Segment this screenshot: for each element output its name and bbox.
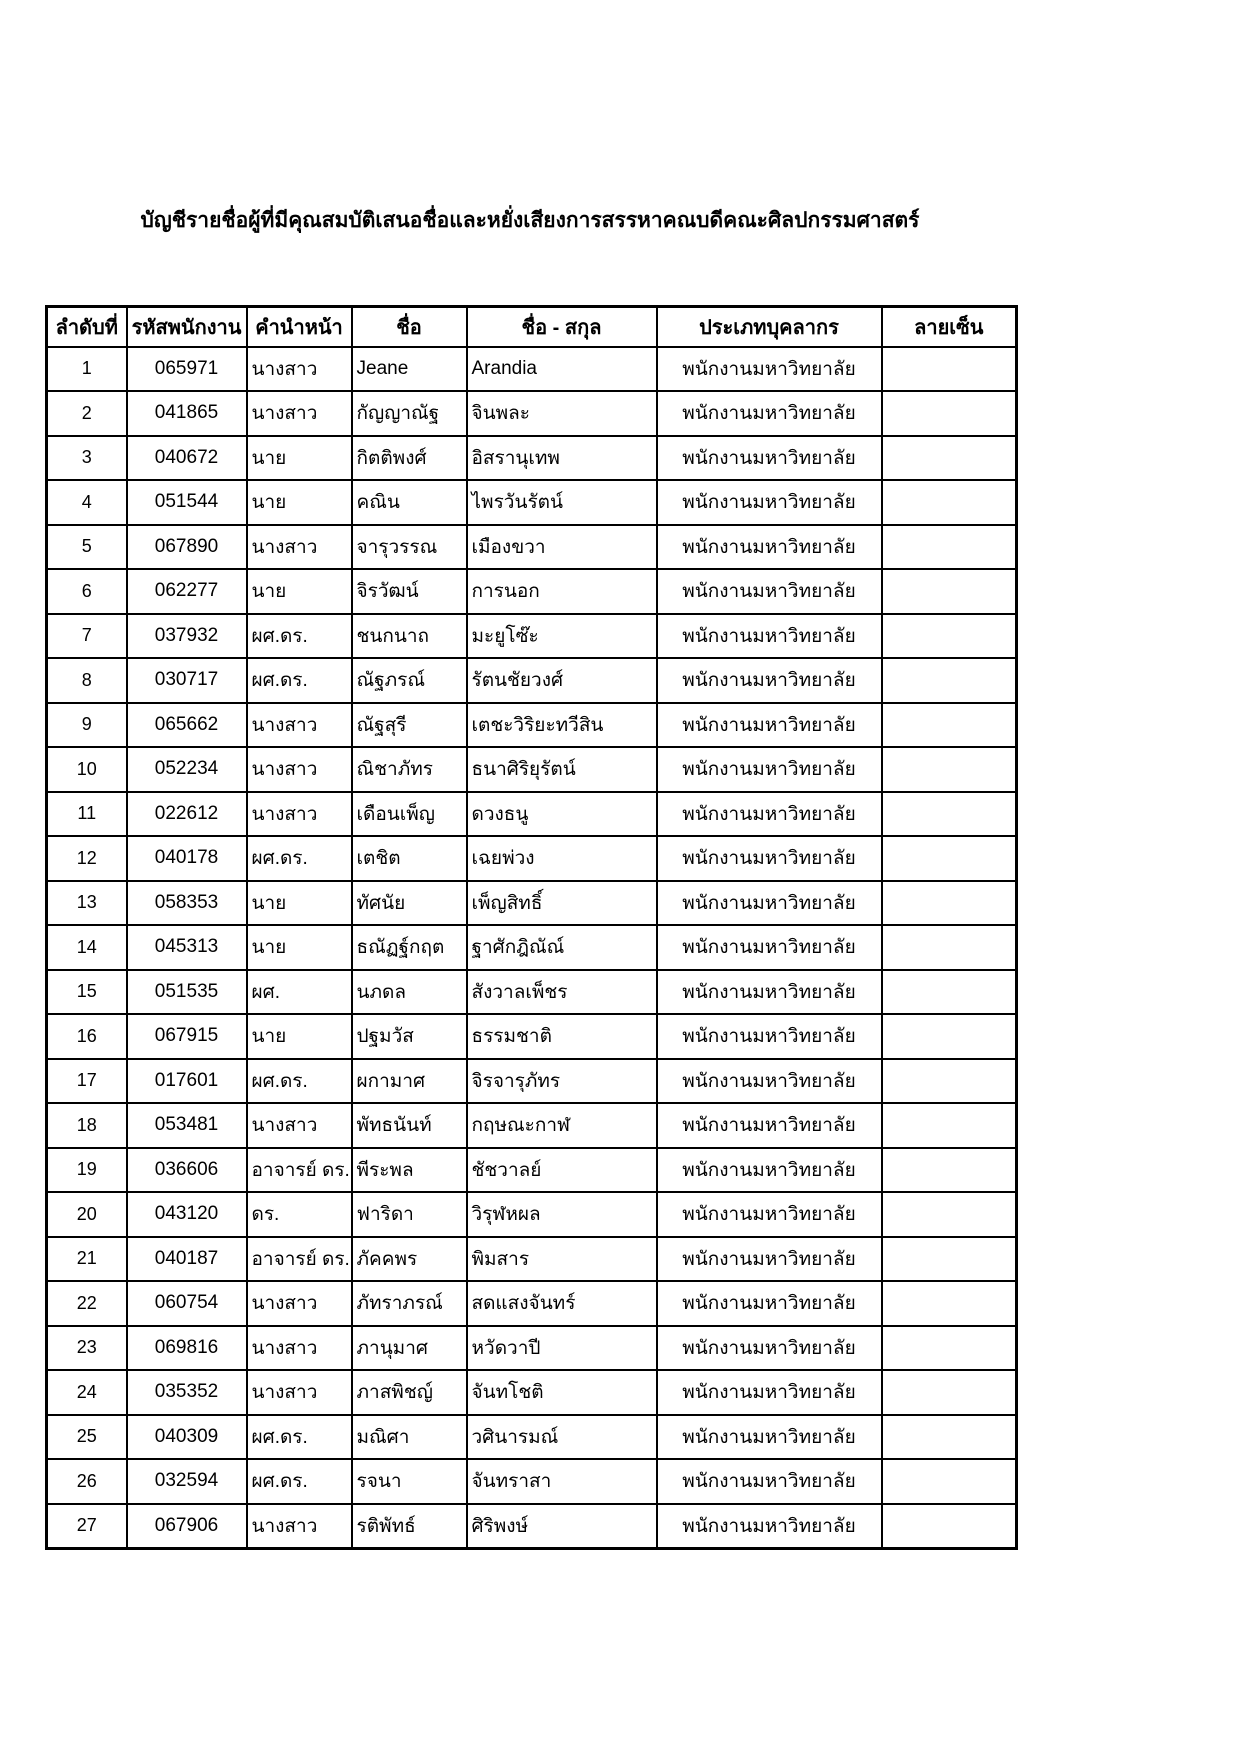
cell-personnel-type: พนักงานมหาวิทยาลัย	[657, 658, 882, 703]
cell-title-prefix: ผศ.ดร.	[247, 614, 352, 659]
cell-signature	[882, 1237, 1017, 1282]
cell-title-prefix: ผศ.ดร.	[247, 658, 352, 703]
cell-first-name: คณิน	[352, 480, 467, 525]
cell-employee-code: 022612	[127, 792, 247, 837]
cell-personnel-type: พนักงานมหาวิทยาลัย	[657, 703, 882, 748]
cell-personnel-type: พนักงานมหาวิทยาลัย	[657, 1459, 882, 1504]
table-row	[47, 1148, 1017, 1193]
cell-title-prefix: อาจารย์ ดร.	[247, 1148, 352, 1193]
cell-first-name: ณัฐภรณ์	[352, 658, 467, 703]
cell-employee-code: 065971	[127, 347, 247, 392]
table-row	[47, 658, 1017, 703]
cell-signature	[882, 614, 1017, 659]
cell-order-number: 12	[47, 836, 127, 881]
cell-order-number: 19	[47, 1148, 127, 1193]
cell-last-name: ธนาศิริยุรัตน์	[467, 747, 657, 792]
cell-employee-code: 053481	[127, 1103, 247, 1148]
cell-employee-code: 036606	[127, 1148, 247, 1193]
cell-personnel-type: พนักงานมหาวิทยาลัย	[657, 391, 882, 436]
header-employee-code: รหัสพนักงาน	[127, 307, 247, 347]
cell-employee-code: 037932	[127, 614, 247, 659]
cell-last-name: เมืองขวา	[467, 525, 657, 570]
table-row	[47, 881, 1017, 926]
cell-first-name: ภาสพิชญ์	[352, 1370, 467, 1415]
cell-first-name: ภานุมาศ	[352, 1326, 467, 1371]
table-row	[47, 569, 1017, 614]
cell-signature	[882, 747, 1017, 792]
cell-title-prefix: นาย	[247, 1014, 352, 1059]
cell-first-name: Jeane	[352, 347, 467, 392]
cell-first-name: ฟาริดา	[352, 1192, 467, 1237]
table-row	[47, 1326, 1017, 1371]
cell-personnel-type: พนักงานมหาวิทยาลัย	[657, 1504, 882, 1549]
cell-signature	[882, 792, 1017, 837]
cell-signature	[882, 436, 1017, 481]
cell-personnel-type: พนักงานมหาวิทยาลัย	[657, 1326, 882, 1371]
cell-personnel-type: พนักงานมหาวิทยาลัย	[657, 1059, 882, 1104]
cell-personnel-type: พนักงานมหาวิทยาลัย	[657, 1103, 882, 1148]
header-first-name: ชื่อ	[352, 307, 467, 347]
cell-first-name: จารุวรรณ	[352, 525, 467, 570]
cell-personnel-type: พนักงานมหาวิทยาลัย	[657, 525, 882, 570]
cell-title-prefix: นางสาว	[247, 703, 352, 748]
cell-personnel-type: พนักงานมหาวิทยาลัย	[657, 747, 882, 792]
cell-personnel-type: พนักงานมหาวิทยาลัย	[657, 1014, 882, 1059]
cell-signature	[882, 569, 1017, 614]
cell-order-number: 16	[47, 1014, 127, 1059]
cell-last-name: เฉยพ่วง	[467, 836, 657, 881]
table-row	[47, 1014, 1017, 1059]
cell-order-number: 7	[47, 614, 127, 659]
cell-first-name: เดือนเพ็ญ	[352, 792, 467, 837]
cell-order-number: 17	[47, 1059, 127, 1104]
cell-order-number: 6	[47, 569, 127, 614]
cell-employee-code: 043120	[127, 1192, 247, 1237]
table-row	[47, 1370, 1017, 1415]
header-signature: ลายเซ็น	[882, 307, 1017, 347]
cell-personnel-type: พนักงานมหาวิทยาลัย	[657, 970, 882, 1015]
table-header-row	[47, 307, 1017, 347]
cell-last-name: เตชะวิริยะทวีสิน	[467, 703, 657, 748]
cell-signature	[882, 1014, 1017, 1059]
cell-personnel-type: พนักงานมหาวิทยาลัย	[657, 1281, 882, 1326]
table-row	[47, 436, 1017, 481]
cell-first-name: รจนา	[352, 1459, 467, 1504]
cell-personnel-type: พนักงานมหาวิทยาลัย	[657, 836, 882, 881]
cell-title-prefix: นางสาว	[247, 792, 352, 837]
cell-order-number: 18	[47, 1103, 127, 1148]
cell-last-name: จันทโชติ	[467, 1370, 657, 1415]
table-row	[47, 1459, 1017, 1504]
cell-first-name: รติพัทธ์	[352, 1504, 467, 1549]
cell-order-number: 13	[47, 881, 127, 926]
cell-first-name: มณิศา	[352, 1415, 467, 1460]
table-row	[47, 703, 1017, 748]
cell-first-name: กัญญาณัฐ	[352, 391, 467, 436]
cell-signature	[882, 1103, 1017, 1148]
cell-title-prefix: นางสาว	[247, 747, 352, 792]
cell-title-prefix: ผศ.ดร.	[247, 836, 352, 881]
table-row	[47, 525, 1017, 570]
cell-personnel-type: พนักงานมหาวิทยาลัย	[657, 1370, 882, 1415]
cell-first-name: ชนกนาถ	[352, 614, 467, 659]
cell-order-number: 11	[47, 792, 127, 837]
cell-personnel-type: พนักงานมหาวิทยาลัย	[657, 1415, 882, 1460]
table-row	[47, 1192, 1017, 1237]
cell-employee-code: 040187	[127, 1237, 247, 1282]
cell-personnel-type: พนักงานมหาวิทยาลัย	[657, 1192, 882, 1237]
cell-employee-code: 067906	[127, 1504, 247, 1549]
cell-employee-code: 032594	[127, 1459, 247, 1504]
cell-title-prefix: ผศ.ดร.	[247, 1059, 352, 1104]
cell-signature	[882, 1459, 1017, 1504]
cell-signature	[882, 1192, 1017, 1237]
cell-employee-code: 051544	[127, 480, 247, 525]
cell-personnel-type: พนักงานมหาวิทยาลัย	[657, 792, 882, 837]
cell-last-name: ดวงธนู	[467, 792, 657, 837]
cell-order-number: 20	[47, 1192, 127, 1237]
header-personnel-type: ประเภทบุคลากร	[657, 307, 882, 347]
cell-title-prefix: ผศ.	[247, 970, 352, 1015]
cell-last-name: ศิริพงษ์	[467, 1504, 657, 1549]
cell-employee-code: 017601	[127, 1059, 247, 1104]
cell-employee-code: 067915	[127, 1014, 247, 1059]
cell-last-name: อิสรานุเทพ	[467, 436, 657, 481]
cell-first-name: ณัฐสุรี	[352, 703, 467, 748]
cell-first-name: ณิชาภัทร	[352, 747, 467, 792]
cell-last-name: รัตนชัยวงศ์	[467, 658, 657, 703]
cell-title-prefix: นางสาว	[247, 525, 352, 570]
table-row	[47, 391, 1017, 436]
cell-signature	[882, 925, 1017, 970]
table-row	[47, 970, 1017, 1015]
cell-employee-code: 065662	[127, 703, 247, 748]
table-body	[47, 347, 1017, 1549]
cell-signature	[882, 836, 1017, 881]
cell-last-name: สังวาลเพ็ชร	[467, 970, 657, 1015]
cell-title-prefix: ดร.	[247, 1192, 352, 1237]
cell-signature	[882, 480, 1017, 525]
cell-employee-code: 060754	[127, 1281, 247, 1326]
cell-order-number: 2	[47, 391, 127, 436]
cell-title-prefix: นาย	[247, 925, 352, 970]
cell-employee-code: 040309	[127, 1415, 247, 1460]
cell-order-number: 5	[47, 525, 127, 570]
cell-first-name: ภัคคพร	[352, 1237, 467, 1282]
cell-signature	[882, 1326, 1017, 1371]
cell-personnel-type: พนักงานมหาวิทยาลัย	[657, 881, 882, 926]
cell-personnel-type: พนักงานมหาวิทยาลัย	[657, 925, 882, 970]
cell-first-name: กิตติพงศ์	[352, 436, 467, 481]
table-row	[47, 1415, 1017, 1460]
cell-order-number: 8	[47, 658, 127, 703]
cell-last-name: หวัดวาปี	[467, 1326, 657, 1371]
table-row	[47, 1059, 1017, 1104]
table-row	[47, 480, 1017, 525]
cell-signature	[882, 1370, 1017, 1415]
cell-title-prefix: นางสาว	[247, 391, 352, 436]
cell-personnel-type: พนักงานมหาวิทยาลัย	[657, 347, 882, 392]
cell-first-name: เตชิต	[352, 836, 467, 881]
cell-personnel-type: พนักงานมหาวิทยาลัย	[657, 569, 882, 614]
cell-first-name: พัทธนันท์	[352, 1103, 467, 1148]
cell-last-name: มะยูโซ๊ะ	[467, 614, 657, 659]
cell-order-number: 24	[47, 1370, 127, 1415]
cell-last-name: ฐาศักฎิณัณ์	[467, 925, 657, 970]
cell-first-name: ธณัฏฐ์กฤต	[352, 925, 467, 970]
cell-last-name: ธรรมชาติ	[467, 1014, 657, 1059]
cell-signature	[882, 347, 1017, 392]
cell-signature	[882, 1059, 1017, 1104]
cell-title-prefix: นางสาว	[247, 347, 352, 392]
cell-order-number: 27	[47, 1504, 127, 1549]
cell-title-prefix: นาย	[247, 569, 352, 614]
cell-personnel-type: พนักงานมหาวิทยาลัย	[657, 480, 882, 525]
cell-title-prefix: ผศ.ดร.	[247, 1415, 352, 1460]
cell-order-number: 15	[47, 970, 127, 1015]
cell-title-prefix: นางสาว	[247, 1370, 352, 1415]
cell-employee-code: 045313	[127, 925, 247, 970]
cell-first-name: ภัทราภรณ์	[352, 1281, 467, 1326]
cell-title-prefix: นางสาว	[247, 1103, 352, 1148]
cell-signature	[882, 525, 1017, 570]
cell-title-prefix: นางสาว	[247, 1504, 352, 1549]
cell-signature	[882, 1281, 1017, 1326]
header-order-number: ลำดับที่	[47, 307, 127, 347]
roster-table	[45, 305, 1018, 1550]
table-row	[47, 347, 1017, 392]
cell-employee-code: 058353	[127, 881, 247, 926]
cell-employee-code: 067890	[127, 525, 247, 570]
cell-employee-code: 035352	[127, 1370, 247, 1415]
cell-employee-code: 030717	[127, 658, 247, 703]
cell-personnel-type: พนักงานมหาวิทยาลัย	[657, 614, 882, 659]
table-row	[47, 1103, 1017, 1148]
cell-order-number: 25	[47, 1415, 127, 1460]
cell-signature	[882, 881, 1017, 926]
cell-last-name: สดแสงจันทร์	[467, 1281, 657, 1326]
table-row	[47, 792, 1017, 837]
cell-last-name: เพ็ญสิทธิ์	[467, 881, 657, 926]
cell-title-prefix: นางสาว	[247, 1326, 352, 1371]
cell-signature	[882, 970, 1017, 1015]
cell-order-number: 3	[47, 436, 127, 481]
cell-signature	[882, 391, 1017, 436]
cell-first-name: ผกามาศ	[352, 1059, 467, 1104]
cell-order-number: 1	[47, 347, 127, 392]
cell-order-number: 14	[47, 925, 127, 970]
cell-order-number: 10	[47, 747, 127, 792]
cell-employee-code: 041865	[127, 391, 247, 436]
cell-personnel-type: พนักงานมหาวิทยาลัย	[657, 436, 882, 481]
table-row	[47, 1237, 1017, 1282]
cell-title-prefix: ผศ.ดร.	[247, 1459, 352, 1504]
cell-signature	[882, 1415, 1017, 1460]
cell-title-prefix: นาย	[247, 480, 352, 525]
cell-order-number: 26	[47, 1459, 127, 1504]
cell-last-name: วศินารมณ์	[467, 1415, 657, 1460]
cell-last-name: ไพรวันรัตน์	[467, 480, 657, 525]
cell-last-name: ชัชวาลย์	[467, 1148, 657, 1193]
cell-last-name: จันทราสา	[467, 1459, 657, 1504]
cell-order-number: 22	[47, 1281, 127, 1326]
cell-title-prefix: นาย	[247, 436, 352, 481]
cell-order-number: 4	[47, 480, 127, 525]
cell-employee-code: 051535	[127, 970, 247, 1015]
cell-last-name: พิมสาร	[467, 1237, 657, 1282]
cell-first-name: ปฐมวัส	[352, 1014, 467, 1059]
cell-signature	[882, 658, 1017, 703]
cell-title-prefix: นาย	[247, 881, 352, 926]
cell-personnel-type: พนักงานมหาวิทยาลัย	[657, 1148, 882, 1193]
cell-last-name: Arandia	[467, 347, 657, 392]
cell-first-name: จิรวัฒน์	[352, 569, 467, 614]
cell-signature	[882, 703, 1017, 748]
table-row	[47, 1504, 1017, 1549]
cell-employee-code: 069816	[127, 1326, 247, 1371]
cell-employee-code: 062277	[127, 569, 247, 614]
table-row	[47, 614, 1017, 659]
cell-title-prefix: นางสาว	[247, 1281, 352, 1326]
cell-first-name: นภดล	[352, 970, 467, 1015]
cell-order-number: 9	[47, 703, 127, 748]
cell-signature	[882, 1504, 1017, 1549]
cell-employee-code: 040672	[127, 436, 247, 481]
cell-signature	[882, 1148, 1017, 1193]
cell-title-prefix: อาจารย์ ดร.	[247, 1237, 352, 1282]
cell-last-name: จิรจารุภัทร	[467, 1059, 657, 1104]
table-row	[47, 836, 1017, 881]
cell-order-number: 23	[47, 1326, 127, 1371]
document-title: บัญชีรายชื่อผู้ที่มีคุณสมบัติเสนอชื่อและหยั่งเสียงการสรรหาคณบดีคณะศิลปกรรมศาสตร์	[140, 209, 920, 232]
cell-first-name: ทัศนัย	[352, 881, 467, 926]
header-title-prefix: คำนำหน้า	[247, 307, 352, 347]
header-last-name: ชื่อ - สกุล	[467, 307, 657, 347]
table-row	[47, 747, 1017, 792]
cell-last-name: กฤษณะกาฬ	[467, 1103, 657, 1148]
cell-last-name: การนอก	[467, 569, 657, 614]
cell-order-number: 21	[47, 1237, 127, 1282]
cell-employee-code: 052234	[127, 747, 247, 792]
cell-last-name: จินพละ	[467, 391, 657, 436]
cell-first-name: พีระพล	[352, 1148, 467, 1193]
table-row	[47, 925, 1017, 970]
table-row	[47, 1281, 1017, 1326]
cell-personnel-type: พนักงานมหาวิทยาลัย	[657, 1237, 882, 1282]
cell-last-name: วิรุฬหผล	[467, 1192, 657, 1237]
cell-employee-code: 040178	[127, 836, 247, 881]
